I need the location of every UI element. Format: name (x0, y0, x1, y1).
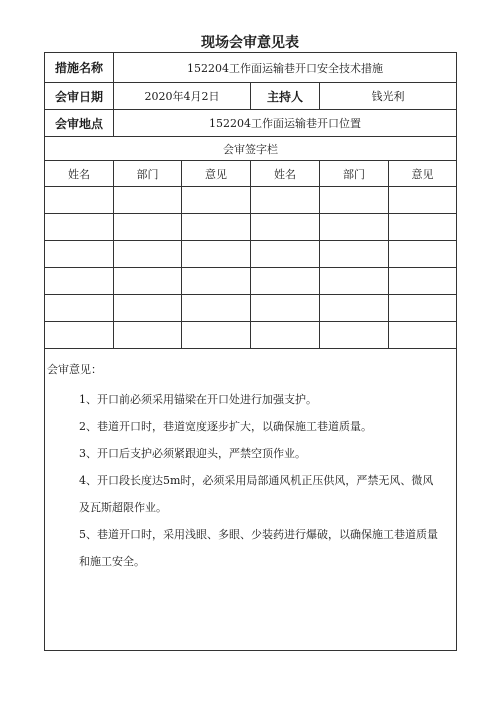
column-header-name: 姓名 (45, 161, 114, 187)
signature-heading-row (45, 137, 457, 161)
signature-cell (320, 214, 389, 241)
measure-value: 152204工作面运输巷开口安全技术措施 (114, 53, 457, 83)
signature-cell (251, 268, 320, 295)
signature-cell (320, 295, 389, 322)
opinion-item: 4、开口段长度达5m时，必须采用局部通风机正压供风，严禁无风、微风及瓦斯超限作业。 (79, 474, 434, 514)
table-row (45, 268, 457, 295)
signature-cell (389, 214, 457, 241)
signature-section-heading: 会审签字栏 (45, 137, 457, 161)
signature-cell (182, 241, 251, 268)
form-title: 现场会审意见表 (201, 35, 299, 51)
signature-header-row (45, 161, 457, 187)
opinion-item: 5、巷道开口时，采用浅眼、多眼、少装药进行爆破，以确保施工巷道质量和施工安全。 (79, 528, 438, 568)
signature-cell (182, 268, 251, 295)
signature-cell (45, 268, 114, 295)
signature-cell (114, 322, 182, 349)
signature-cell (45, 322, 114, 349)
signature-cell (251, 214, 320, 241)
signature-cell (389, 295, 457, 322)
column-header-department: 部门 (320, 161, 389, 187)
signature-cell (45, 214, 114, 241)
signature-cell (114, 187, 182, 214)
host-value: 钱光利 (320, 83, 457, 110)
signature-cell (320, 187, 389, 214)
table-row (45, 295, 457, 322)
location-row (45, 110, 457, 137)
signature-cell (45, 187, 114, 214)
signature-cell (251, 295, 320, 322)
opinion-item: 1、开口前必须采用锚梁在开口处进行加强支护。 (79, 393, 317, 406)
signature-cell (389, 322, 457, 349)
opinion-item: 3、开口后支护必须紧跟迎头，严禁空顶作业。 (79, 447, 306, 460)
signature-cell (320, 268, 389, 295)
signature-cell (389, 241, 457, 268)
signature-cell (182, 187, 251, 214)
table-row (45, 241, 457, 268)
column-header-opinion: 意见 (182, 161, 251, 187)
opinions-cell (45, 349, 457, 651)
signature-cell (251, 241, 320, 268)
opinion-item: 2、巷道开口时，巷道宽度逐步扩大，以确保施工巷道质量。 (79, 420, 372, 433)
column-header-opinion: 意见 (389, 161, 457, 187)
signature-cell (45, 241, 114, 268)
signature-cell (114, 268, 182, 295)
signature-cell (114, 295, 182, 322)
opinions-row (45, 349, 457, 651)
signature-cell (389, 187, 457, 214)
review-date-label: 会审日期 (45, 83, 114, 110)
review-form-table (44, 52, 457, 651)
signature-cell (320, 241, 389, 268)
measure-label: 措施名称 (45, 53, 114, 83)
date-host-row (45, 83, 457, 110)
column-header-department: 部门 (114, 161, 182, 187)
signature-cell (251, 322, 320, 349)
location-label: 会审地点 (45, 110, 114, 137)
signature-cell (320, 322, 389, 349)
measure-row (45, 53, 457, 83)
signature-cell (114, 214, 182, 241)
signature-cell (182, 214, 251, 241)
signature-cell (182, 322, 251, 349)
signature-cell (114, 241, 182, 268)
location-value: 152204工作面运输巷开口位置 (114, 110, 457, 137)
table-row (45, 187, 457, 214)
host-label: 主持人 (251, 83, 320, 110)
signature-cell (251, 187, 320, 214)
review-date-value: 2020年4月2日 (114, 83, 251, 110)
column-header-name: 姓名 (251, 161, 320, 187)
signature-cell (389, 268, 457, 295)
signature-cell (182, 295, 251, 322)
signature-cell (45, 295, 114, 322)
opinions-heading: 会审意见： (47, 363, 102, 376)
table-row (45, 322, 457, 349)
table-row (45, 214, 457, 241)
